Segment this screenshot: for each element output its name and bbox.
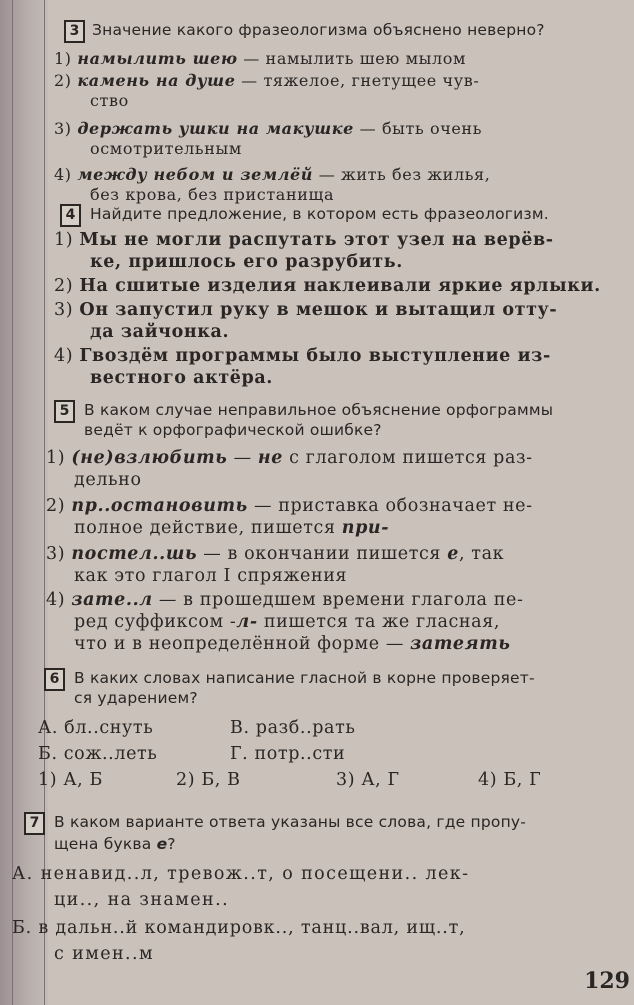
textbook-page bbox=[12, 12, 630, 1002]
question-number-box: 3 bbox=[64, 20, 85, 43]
option-continuation: что и в неопределённой форме — затеять bbox=[74, 634, 511, 654]
option-continuation: вестного актёра. bbox=[90, 368, 273, 388]
question-number-box: 4 bbox=[60, 204, 81, 227]
question-prompt-cont: ся ударением? bbox=[74, 689, 198, 707]
page-edge-line bbox=[12, 0, 13, 1005]
option-continuation: без крова, без пристанища bbox=[90, 185, 335, 204]
option: 4) Гвоздём программы было выступление из- bbox=[54, 346, 551, 366]
option: 2) На сшитые изделия наклеивали яркие ярлыки. bbox=[54, 276, 601, 296]
word-option: Г. потр..сти bbox=[230, 744, 346, 764]
answer-option: 4) Б, Г bbox=[478, 770, 542, 790]
variant-a: А. ненавид..л, тревож..т, о посещени.. лек- bbox=[12, 864, 470, 884]
option: 1) Мы не могли распутать этот узел на верёв- bbox=[54, 230, 554, 250]
option: 4) зате..л — в прошедшем времени глагола пе- bbox=[46, 590, 524, 610]
option: 3) Он запустил руку в мешок и вытащил отту- bbox=[54, 300, 558, 320]
option-continuation: ред суффиксом -л- пишется та же гласная, bbox=[74, 612, 501, 632]
word-option: А. бл..снуть bbox=[38, 718, 154, 738]
question-prompt: В каких словах написание гласной в корне проверяет- bbox=[74, 669, 535, 687]
answer-option: 1) А, Б bbox=[38, 770, 103, 790]
question-prompt-cont: ведёт к орфографической ошибке? bbox=[84, 421, 382, 439]
option: 1) намылить шею — намылить шею мылом bbox=[54, 49, 466, 68]
question-number-box: 7 bbox=[24, 812, 45, 835]
page-number: 129 bbox=[584, 968, 630, 994]
question-number-box: 6 bbox=[44, 668, 65, 691]
option-continuation: ство bbox=[90, 91, 129, 110]
option: 2) камень на душе — тяжелое, гнетущее чув- bbox=[54, 71, 480, 90]
option: 3) постел..шь — в окончании пишется е, так bbox=[46, 544, 505, 564]
answer-option: 3) А, Г bbox=[336, 770, 400, 790]
variant-b-cont: с имен..м bbox=[54, 944, 154, 964]
question-number-box: 5 bbox=[54, 400, 75, 423]
variant-a-cont: ци.., на знамен.. bbox=[54, 890, 230, 910]
option-continuation: ке, пришлось его разрубить. bbox=[90, 252, 403, 272]
question-prompt: В каком случае неправильное объяснение орфограммы bbox=[84, 401, 554, 419]
question-prompt-cont: щена буква е? bbox=[54, 835, 176, 853]
question-prompt: Найдите предложение, в котором есть фразеологизм. bbox=[90, 205, 549, 223]
option-continuation: полное действие, пишется при- bbox=[74, 518, 390, 538]
option-continuation: осмотрительным bbox=[90, 139, 242, 158]
option-continuation: как это глагол I спряжения bbox=[74, 566, 348, 586]
question-prompt: Значение какого фразеологизма объяснено неверно? bbox=[92, 21, 545, 39]
word-option: В. разб..рать bbox=[230, 718, 356, 738]
word-option: Б. сож..леть bbox=[38, 744, 158, 764]
option-continuation: дельно bbox=[74, 470, 142, 490]
option: 2) пр..остановить — приставка обозначает не- bbox=[46, 496, 533, 516]
option-continuation: да зайчонка. bbox=[90, 322, 230, 342]
option: 3) держать ушки на макушке — быть очень bbox=[54, 119, 483, 138]
option: 1) (не)взлюбить — не с глаголом пишется раз- bbox=[46, 448, 533, 468]
answer-option: 2) Б, В bbox=[176, 770, 241, 790]
variant-b: Б. в дальн..й командировк.., танц..вал, ищ..т, bbox=[12, 918, 466, 938]
option: 4) между небом и землёй — жить без жилья, bbox=[54, 165, 491, 184]
question-prompt: В каком варианте ответа указаны все слова, где пропу- bbox=[54, 813, 527, 831]
